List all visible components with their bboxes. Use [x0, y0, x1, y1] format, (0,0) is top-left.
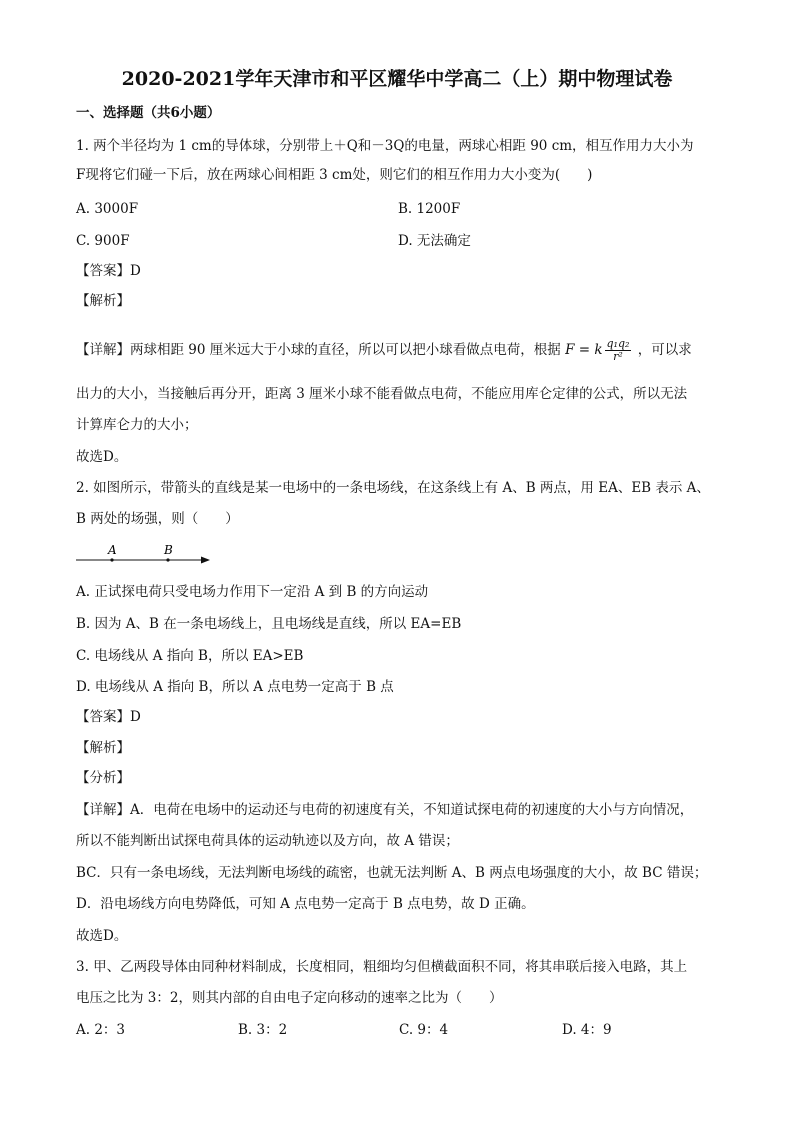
- point-a-dot: [110, 558, 113, 561]
- formula-lhs: F = k: [565, 342, 603, 358]
- q3-option-c: C. 9：4: [399, 1022, 449, 1038]
- q1-conclusion: 故选D。: [76, 449, 128, 465]
- document-title: 2020-2021学年天津市和平区耀华中学高二（上）期中物理试卷: [121, 68, 673, 90]
- coulomb-formula: [565, 337, 633, 363]
- q1-detail-line2: 出力的大小，当接触后再分开，距离 3 厘米小球不能看做点电荷，不能应用库仑定律的公式，所以无法: [76, 386, 688, 402]
- q3-stem-line1: 3. 甲、乙两段导体由同种材料制成，长度相同，粗细均匀但横截面积不同，将其串联后接入电路，其上: [76, 959, 688, 975]
- q1-option-a: A. 3000F: [76, 201, 139, 217]
- formula-numerator: q₁q₂: [606, 337, 630, 350]
- q2-detail-line3: BC．只有一条电场线，无法判断电场线的疏密，也就无法判断 A、B 两点电场强度的大小，故 BC 错误；: [76, 865, 708, 881]
- section-heading: 一、选择题（共6小题）: [76, 105, 221, 121]
- q2-detail-line1: 【详解】A．电荷在电场中的运动还与电荷的初速度有关，不知道试探电荷的初速度的大小与方向情况，: [76, 802, 694, 818]
- q2-option-d: D. 电场线从 A 指向 B，所以 A 点电势一定高于 B 点: [76, 679, 394, 695]
- q2-detail-line2: 所以不能判断出试探电荷具体的运动轨迹以及方向，故 A 错误；: [76, 833, 459, 849]
- electric-field-line-diagram: [76, 540, 216, 570]
- q3-option-b: B. 3：2: [238, 1022, 288, 1038]
- q2-fenxi-heading: 【分析】: [76, 770, 130, 786]
- q2-option-b: B. 因为 A、B 在一条电场线上，且电场线是直线，所以 EA=EB: [76, 616, 462, 632]
- q1-stem-line1: 1. 两个半径均为 1 cm的导体球，分别带上＋Q和－3Q的电量，两球心相距 90 cm，相互作用力大小为: [76, 138, 694, 154]
- q2-analysis-heading: 【解析】: [76, 740, 130, 756]
- q1-option-d: D. 无法确定: [398, 233, 471, 249]
- q1-option-b: B. 1200F: [398, 201, 461, 217]
- q2-stem-line1: 2. 如图所示，带箭头的直线是某一电场中的一条电场线，在这条线上有 A、B 两点，用 EA、EB 表示 A、: [76, 480, 710, 496]
- q2-answer: 【答案】D: [76, 709, 141, 725]
- q2-detail-line4: D．沿电场线方向电势降低，可知 A 点电势一定高于 B 点电势，故 D 正确。: [76, 896, 535, 912]
- q1-stem-line2: F现将它们碰一下后，放在两球心间相距 3 cm处，则它们的相互作用力大小变为( ): [76, 167, 593, 183]
- arrow-head-icon: [201, 557, 210, 564]
- q1-detail-tail: ，可以求: [637, 342, 692, 358]
- formula-fraction: [605, 338, 632, 363]
- q1-detail-line1: [76, 338, 692, 363]
- q3-option-d: D. 4：9: [562, 1022, 612, 1038]
- q3-stem-line2: 电压之比为 3：2，则其内部的自由电子定向移动的速率之比为（ ）: [76, 990, 503, 1006]
- q2-option-c: C. 电场线从 A 指向 B，所以 EA>EB: [76, 648, 304, 664]
- q1-detail-line3: 计算库仑力的大小；: [76, 417, 198, 433]
- formula-denominator: r²: [613, 350, 623, 363]
- q2-stem-line2: B 两处的场强，则（ ）: [76, 511, 239, 527]
- q1-analysis-heading: 【解析】: [76, 293, 130, 309]
- point-a-label: A: [108, 543, 117, 557]
- q2-conclusion: 故选D。: [76, 928, 128, 944]
- q1-detail-text: 【详解】两球相距 90 厘米远大于小球的直径，所以可以把小球看做点电荷，根据: [76, 342, 561, 358]
- q3-option-a: A. 2：3: [76, 1022, 126, 1038]
- q2-option-a: A. 正试探电荷只受电场力作用下一定沿 A 到 B 的方向运动: [76, 584, 429, 600]
- point-b-label: B: [164, 543, 173, 557]
- point-b-dot: [166, 558, 169, 561]
- q1-answer: 【答案】D: [76, 263, 141, 279]
- q1-option-c: C. 900F: [76, 233, 130, 249]
